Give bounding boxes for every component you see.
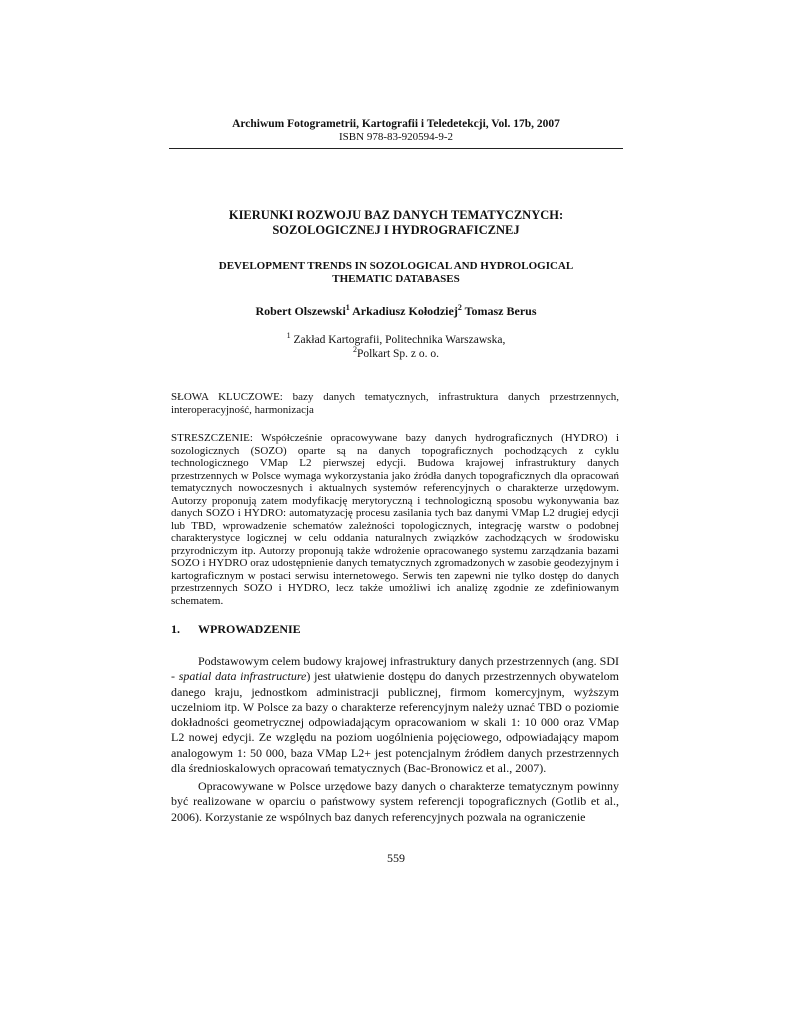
header-divider (169, 148, 623, 149)
affiliation-1-text: Zakład Kartografii, Politechnika Warszawska, (293, 334, 506, 346)
author-2-affil: 2 (457, 303, 462, 312)
author-2: Arkadiusz Kołodziej (352, 304, 458, 318)
page-number: 559 (387, 851, 405, 865)
abstract: STRESZCZENIE: Współcześnie opracowywane bazy danych hydrograficznych (HYDRO) i sozologicznych (SOZO) oparte są na danych topograficznych pochodzących z cyklu technologicznego VMap L2 pierwszej edycji. Budowa krajowej infrastruktury danych przestrzennych w Polsce wymaga wykorzystania jako źródła danych topograficznych dla opracowań tematycznych nowoczesnych i aktualnych systemów referencyjnych o charakterze urzędowym. Autorzy proponują zatem modyfikację merytoryczną i technologiczną sposobu wykonywania baz danych SOZO i HYDRO: automatyzację procesu zasilania tych baz danymi VMap L2 drugiej edycji lub TBD, wprowadzenie schematów zależności topologicznych, integrację warstw o podobnej charakterystyce logicznej w celu oddania naturalnych związków zachodzących w środowisku przyrodniczym itp. Autorzy proponują także wdrożenie opracowanego systemu zarządzania bazami SOZO i HYDRO oraz udostępnienie danych tematycznych zgromadzonych w zasobie geodezyjnym i kartograficznym w postaci serwisu internetowego. Serwis ten zapewni nie tylko dostęp do danych przestrzennych SOZO i HYDRO, lecz także umożliwi ich analizę zgodnie ze zdefiniowanym schematem. (171, 432, 619, 607)
paragraph-2: Opracowywane w Polsce urzędowe bazy danych o charakterze tematycznym powinny być realizowane w oparciu o państwowy system referencji topograficznych (Gotlib et al., 2006). Korzystanie ze wspólnych baz danych referencyjnych pozwala na ograniczenie (171, 779, 619, 824)
author-1: Robert Olszewski (255, 304, 346, 318)
title-english-line1: DEVELOPMENT TRENDS IN SOZOLOGICAL AND HYDROLOGICAL (218, 260, 574, 272)
affiliation-2-marker: 2 (352, 345, 357, 355)
paragraph-1-text-b: ) jest ułatwienie dostępu do danych przestrzennych obywatelom danego kraju, jednostkom administracji publicznej, firmom komercyjnym, wyższym uczelniom itp. W Polsce za bazy o charakterze referencyjnym należy uznać TBD o poziomie dokładności geometrycznej odpowiadającym opracowaniom w skali 1: 10 000 oraz VMap L2 nowej edycji. Ze względu na poziom uogólnienia pojęciowego, odpowiadający mapom analogowym 1: 50 000, baza VMap L2+ jest potencjalnym źródłem danych przestrzennych dla średnioskalowych opracowań tematycznych (Bac-Bronowicz et al., 2007). (171, 669, 619, 776)
affiliation-1-marker: 1 (286, 331, 291, 341)
affiliation-1 (169, 333, 623, 347)
title-polish (169, 208, 623, 238)
affiliation-2-text: Polkart Sp. z o. o. (356, 348, 440, 360)
isbn: ISBN 978-83-920594-9-2 (339, 131, 453, 143)
section-number: 1. (171, 622, 180, 636)
title-polish-line1: KIERUNKI ROZWOJU BAZ DANYCH TEMATYCZNYCH: (228, 208, 564, 222)
author-1-affil: 1 (345, 303, 350, 312)
journal-header: Archiwum Fotogrametrii, Kartografii i Teledetekcji, Vol. 17b, 2007 (232, 118, 560, 130)
authors (169, 304, 623, 319)
paragraph-1-text-a: Podstawowym celem budowy krajowej infrastruktury danych przestrzennych (ang. SDI - (171, 654, 619, 684)
keywords: SŁOWA KLUCZOWE: bazy danych tematycznych, infrastruktura danych przestrzennych, interoperacyjność, harmonizacja (171, 391, 619, 416)
title-english (169, 260, 623, 286)
affiliations (169, 333, 623, 361)
section-title: WPROWADZENIE (198, 622, 301, 636)
title-english-line2: THEMATIC DATABASES (332, 273, 460, 285)
paragraph-1-italic: spatial data infrastructure (178, 669, 307, 684)
title-polish-line2: SOZOLOGICZNEJ I HYDROGRAFICZNEJ (272, 223, 520, 237)
author-3: Tomasz Berus (464, 304, 537, 318)
affiliation-2 (169, 347, 623, 361)
section-heading (171, 622, 301, 637)
paragraph-1 (171, 654, 619, 776)
